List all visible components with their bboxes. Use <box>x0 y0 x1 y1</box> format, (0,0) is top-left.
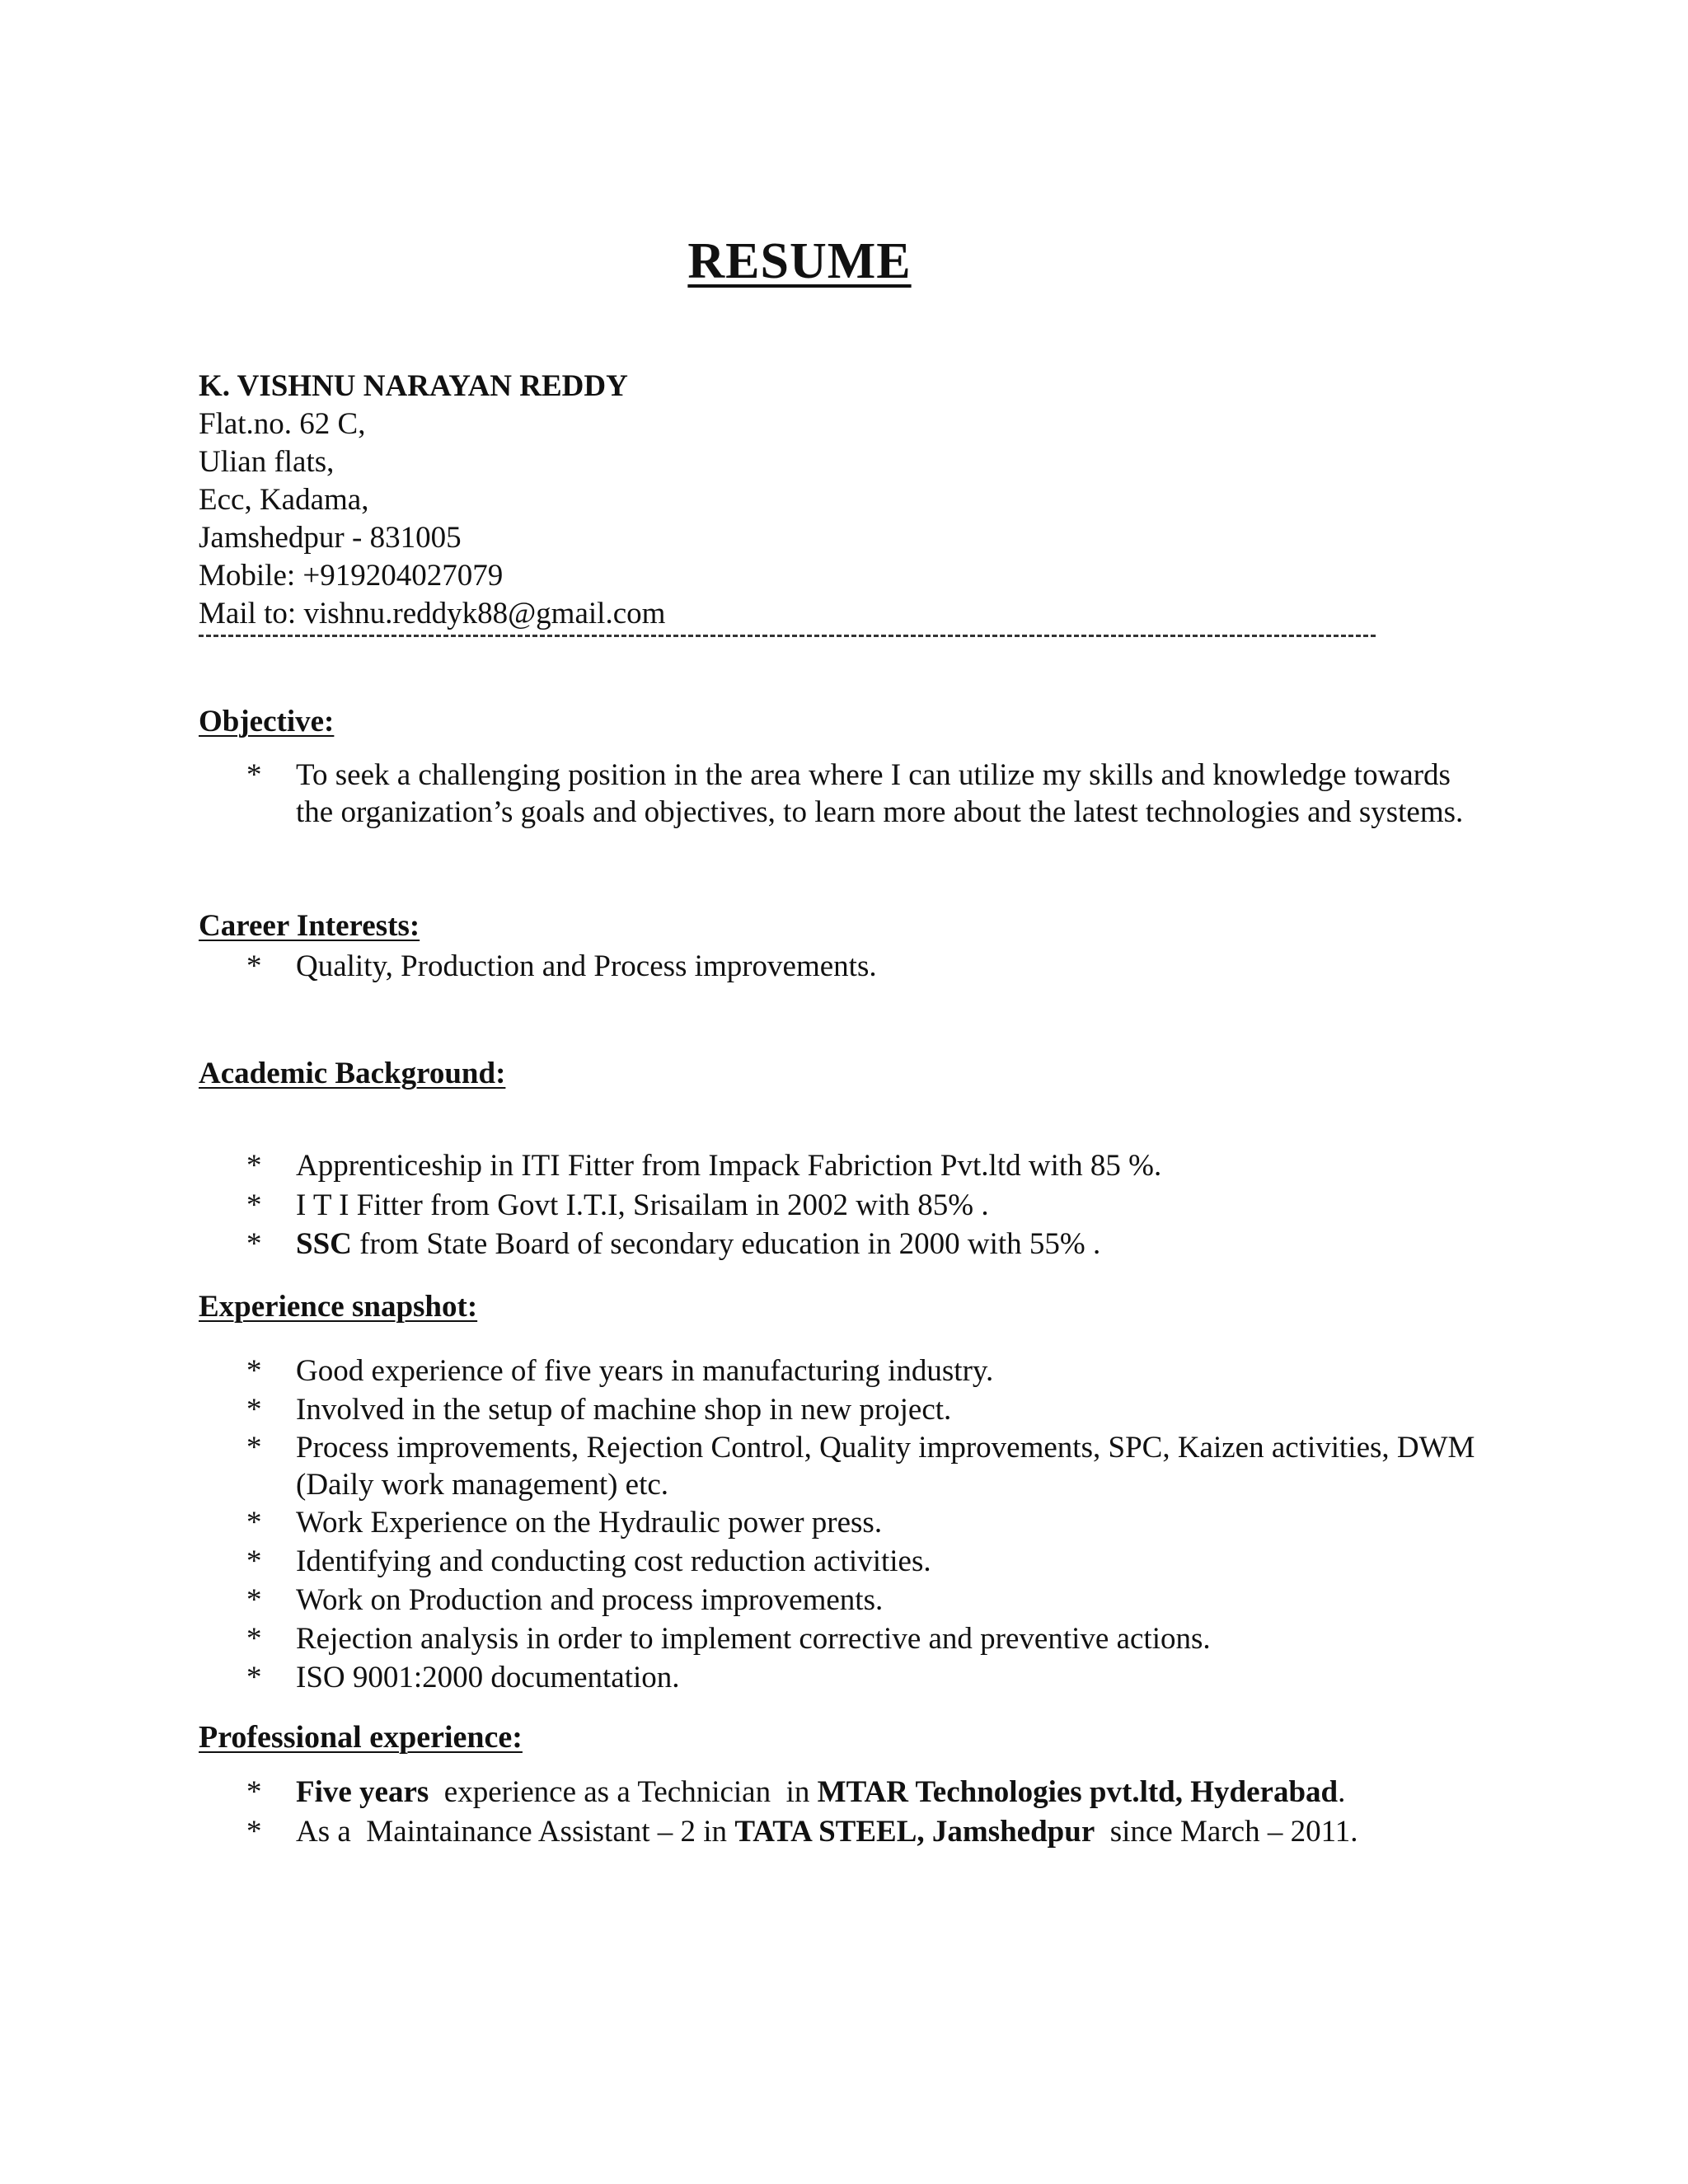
bullet-icon: * <box>246 949 262 983</box>
bullet-icon: * <box>246 1815 262 1849</box>
list-item: * SSC from State Board of secondary education in 2000 with 55% . <box>199 1225 1517 1264</box>
list-item: * Quality, Production and Process improvements. <box>199 947 1517 987</box>
objective-list <box>199 757 1484 831</box>
list-item: * Identifying and conducting cost reduction activities. <box>199 1542 1534 1581</box>
list-item: * Rejection analysis in order to implement corrective and preventive actions. <box>199 1619 1534 1658</box>
bullet-icon: * <box>246 1583 262 1617</box>
page-title: RESUME <box>687 233 912 289</box>
bullet-icon: * <box>246 1506 262 1540</box>
address-line: Ulian flats, <box>199 445 335 479</box>
academic-list <box>199 1146 1517 1264</box>
bullet-icon: * <box>246 1188 262 1222</box>
list-item: * Work Experience on the Hydraulic power press. <box>199 1503 1534 1542</box>
bullet-icon: * <box>246 1149 262 1183</box>
experience-snapshot-list <box>199 1352 1534 1697</box>
list-item: * Five years experience as a Technician in MTAR Technologies pvt.ltd, Hyderabad. <box>199 1773 1517 1812</box>
bullet-icon: * <box>246 1393 262 1427</box>
list-item: * Work on Production and process improvements. <box>199 1581 1534 1619</box>
applicant-name: K. VISHNU NARAYAN REDDY <box>199 369 628 403</box>
list-item: * Involved in the setup of machine shop in new project. <box>199 1390 1534 1429</box>
professional-experience-list <box>199 1773 1517 1852</box>
list-item: * I T I Fitter from Govt I.T.I, Srisailam in 2002 with 85% . <box>199 1186 1517 1226</box>
list-item: * To seek a challenging position in the area where I can utilize my skills and knowledge towards the organization’s goals and objectives, to learn more about the latest technologies and systems. <box>246 758 1464 829</box>
academic-background-heading: Academic Background: <box>199 1057 506 1090</box>
dashed-divider <box>199 635 1376 637</box>
contact-block <box>199 368 665 633</box>
bullet-icon: * <box>246 1431 262 1465</box>
experience-snapshot-heading: Experience snapshot: <box>199 1290 478 1324</box>
list-item: * As a Maintainance Assistant – 2 in TATA STEEL, Jamshedpur since March – 2011. <box>199 1812 1517 1852</box>
list-item: * Process improvements, Rejection Control, Quality improvements, SPC, Kaizen activities, DWM (Daily work management) etc. <box>246 1431 1475 1502</box>
career-interests-list <box>199 947 1517 987</box>
list-item: * ISO 9001:2000 documentation. <box>199 1658 1534 1697</box>
bullet-icon: * <box>246 1544 262 1578</box>
address-line: Ecc, Kadama, <box>199 483 369 517</box>
list-item: * Apprenticeship in ITI Fitter from Impack Fabriction Pvt.ltd with 85 %. <box>199 1146 1517 1186</box>
career-interests-heading: Career Interests: <box>199 909 420 943</box>
professional-experience-heading: Professional experience: <box>199 1720 523 1755</box>
bullet-icon: * <box>246 1227 262 1261</box>
bullet-icon: * <box>246 1775 262 1809</box>
bullet-icon: * <box>246 1622 262 1656</box>
objective-heading: Objective: <box>199 705 335 738</box>
address-line: Jamshedpur - 831005 <box>199 521 462 555</box>
bullet-icon: * <box>246 1661 262 1694</box>
mobile-line: Mobile: +919204027079 <box>199 559 504 593</box>
bullet-icon: * <box>246 758 262 792</box>
email-line: Mail to: vishnu.reddyk88@gmail.com <box>199 597 666 630</box>
list-item: * Good experience of five years in manufacturing industry. <box>199 1352 1534 1390</box>
bullet-icon: * <box>246 1354 262 1388</box>
address-line: Flat.no. 62 C, <box>199 407 366 441</box>
